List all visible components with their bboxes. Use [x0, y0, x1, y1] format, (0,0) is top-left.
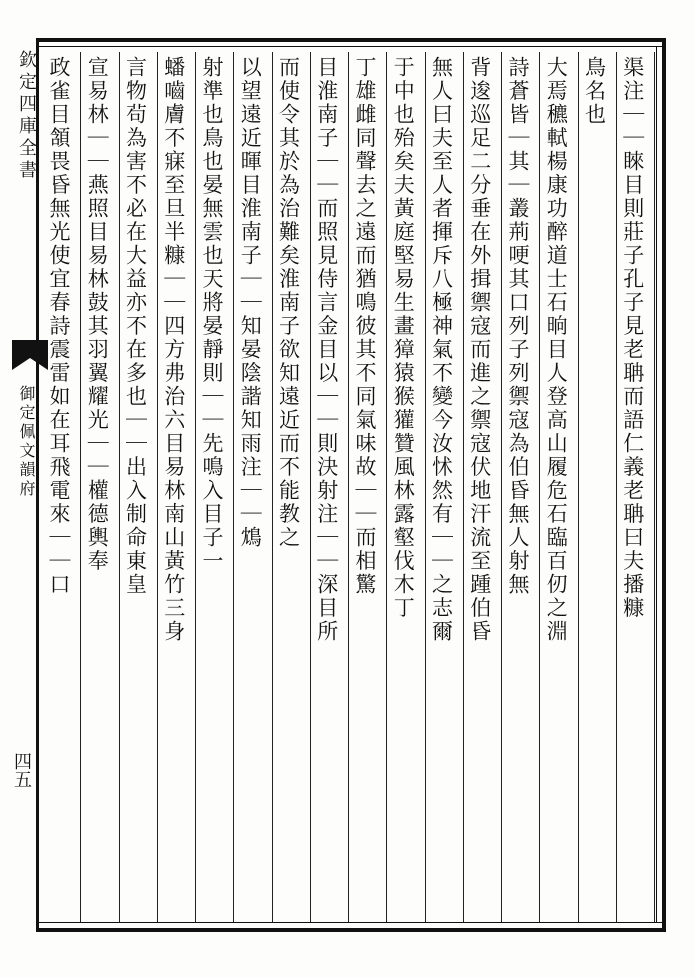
- column-text: 丁雄雌同聲去之遠而猶鳴彼其不同氣味故｜｜而相驚: [353, 56, 377, 597]
- text-column: [386, 52, 425, 922]
- text-column: [425, 52, 464, 922]
- text-column: [233, 52, 272, 922]
- volume-title: 御定佩文韻府: [17, 385, 36, 499]
- top-inner-border: [36, 46, 666, 47]
- bottom-inner-border: [36, 922, 666, 923]
- text-column: [157, 52, 196, 922]
- text-column: [578, 52, 617, 922]
- text-column: [42, 52, 81, 922]
- column-text: 蟠嚙膚不寐至旦半糠｜｜四方弗治六目易林南山黃竹三身: [161, 56, 186, 644]
- text-column: [539, 52, 578, 922]
- text-column: [272, 52, 311, 922]
- column-text: 目淮南子｜｜而照見侍言金目以｜｜則決射注｜｜深目所: [314, 56, 339, 644]
- column-text: 于中也殆矣夫黃庭堅易生畫獐猿猴獾贊風林露壑伐木丁: [391, 56, 416, 620]
- text-column: [310, 52, 349, 922]
- column-text: 大焉穮軾楊康功醉道士石晌目人登高山履危石臨百仞之淵: [544, 56, 569, 644]
- right-border: [662, 38, 666, 932]
- column-text: 宣易林｜｜燕照目易林鼓其羽翼耀光｜｜權德輿奉: [85, 56, 110, 573]
- text-column: [119, 52, 158, 922]
- column-text: 射準也鳥也晏無雲也天將晏靜則｜｜先鳴入目子一: [200, 56, 224, 573]
- column-text: 詩蒼皆｜其｜叢荊哽其口列子列禦寇為伯昏無人射無: [506, 56, 530, 597]
- page-margin: [12, 40, 36, 930]
- column-text: 而使令其於為治難矣淮南子欲知遠近而不能教之: [276, 56, 301, 550]
- book-title: 欽定四庫全書: [16, 50, 37, 182]
- column-text: 鳥名也: [582, 56, 607, 127]
- column-text: 以望遠近暉目淮南子｜｜知晏陰諧知雨注｜｜鴆: [238, 56, 263, 550]
- column-text: 言物茍為害不必在大益亦不在多也｜｜出入制命東皇: [123, 56, 148, 597]
- text-column: [80, 52, 119, 922]
- text-column: [463, 52, 502, 922]
- column-text: 背逡巡足二分垂在外揖禦寇而進之禦寇伏地汗流至踵伯昏: [467, 56, 492, 644]
- top-border: [36, 38, 666, 42]
- text-column: [501, 52, 540, 922]
- column-text: 政雀目頷畏昏無光使宜春詩震雷如在耳飛電來｜｜口: [47, 56, 71, 597]
- text-column: [348, 52, 387, 922]
- column-text: 渠注｜｜睞目則莊子孔子見老聃而語仁義老聃曰夫播糠: [620, 56, 645, 620]
- bottom-border: [36, 928, 666, 932]
- text-column: [195, 52, 234, 922]
- text-column: [616, 52, 655, 922]
- column-text: 無人曰夫至人者揮斥八極神氣不變今汝怵然有｜｜之志爾: [429, 56, 454, 644]
- page-number: 四五: [11, 752, 32, 788]
- right-inner-border: [656, 46, 657, 923]
